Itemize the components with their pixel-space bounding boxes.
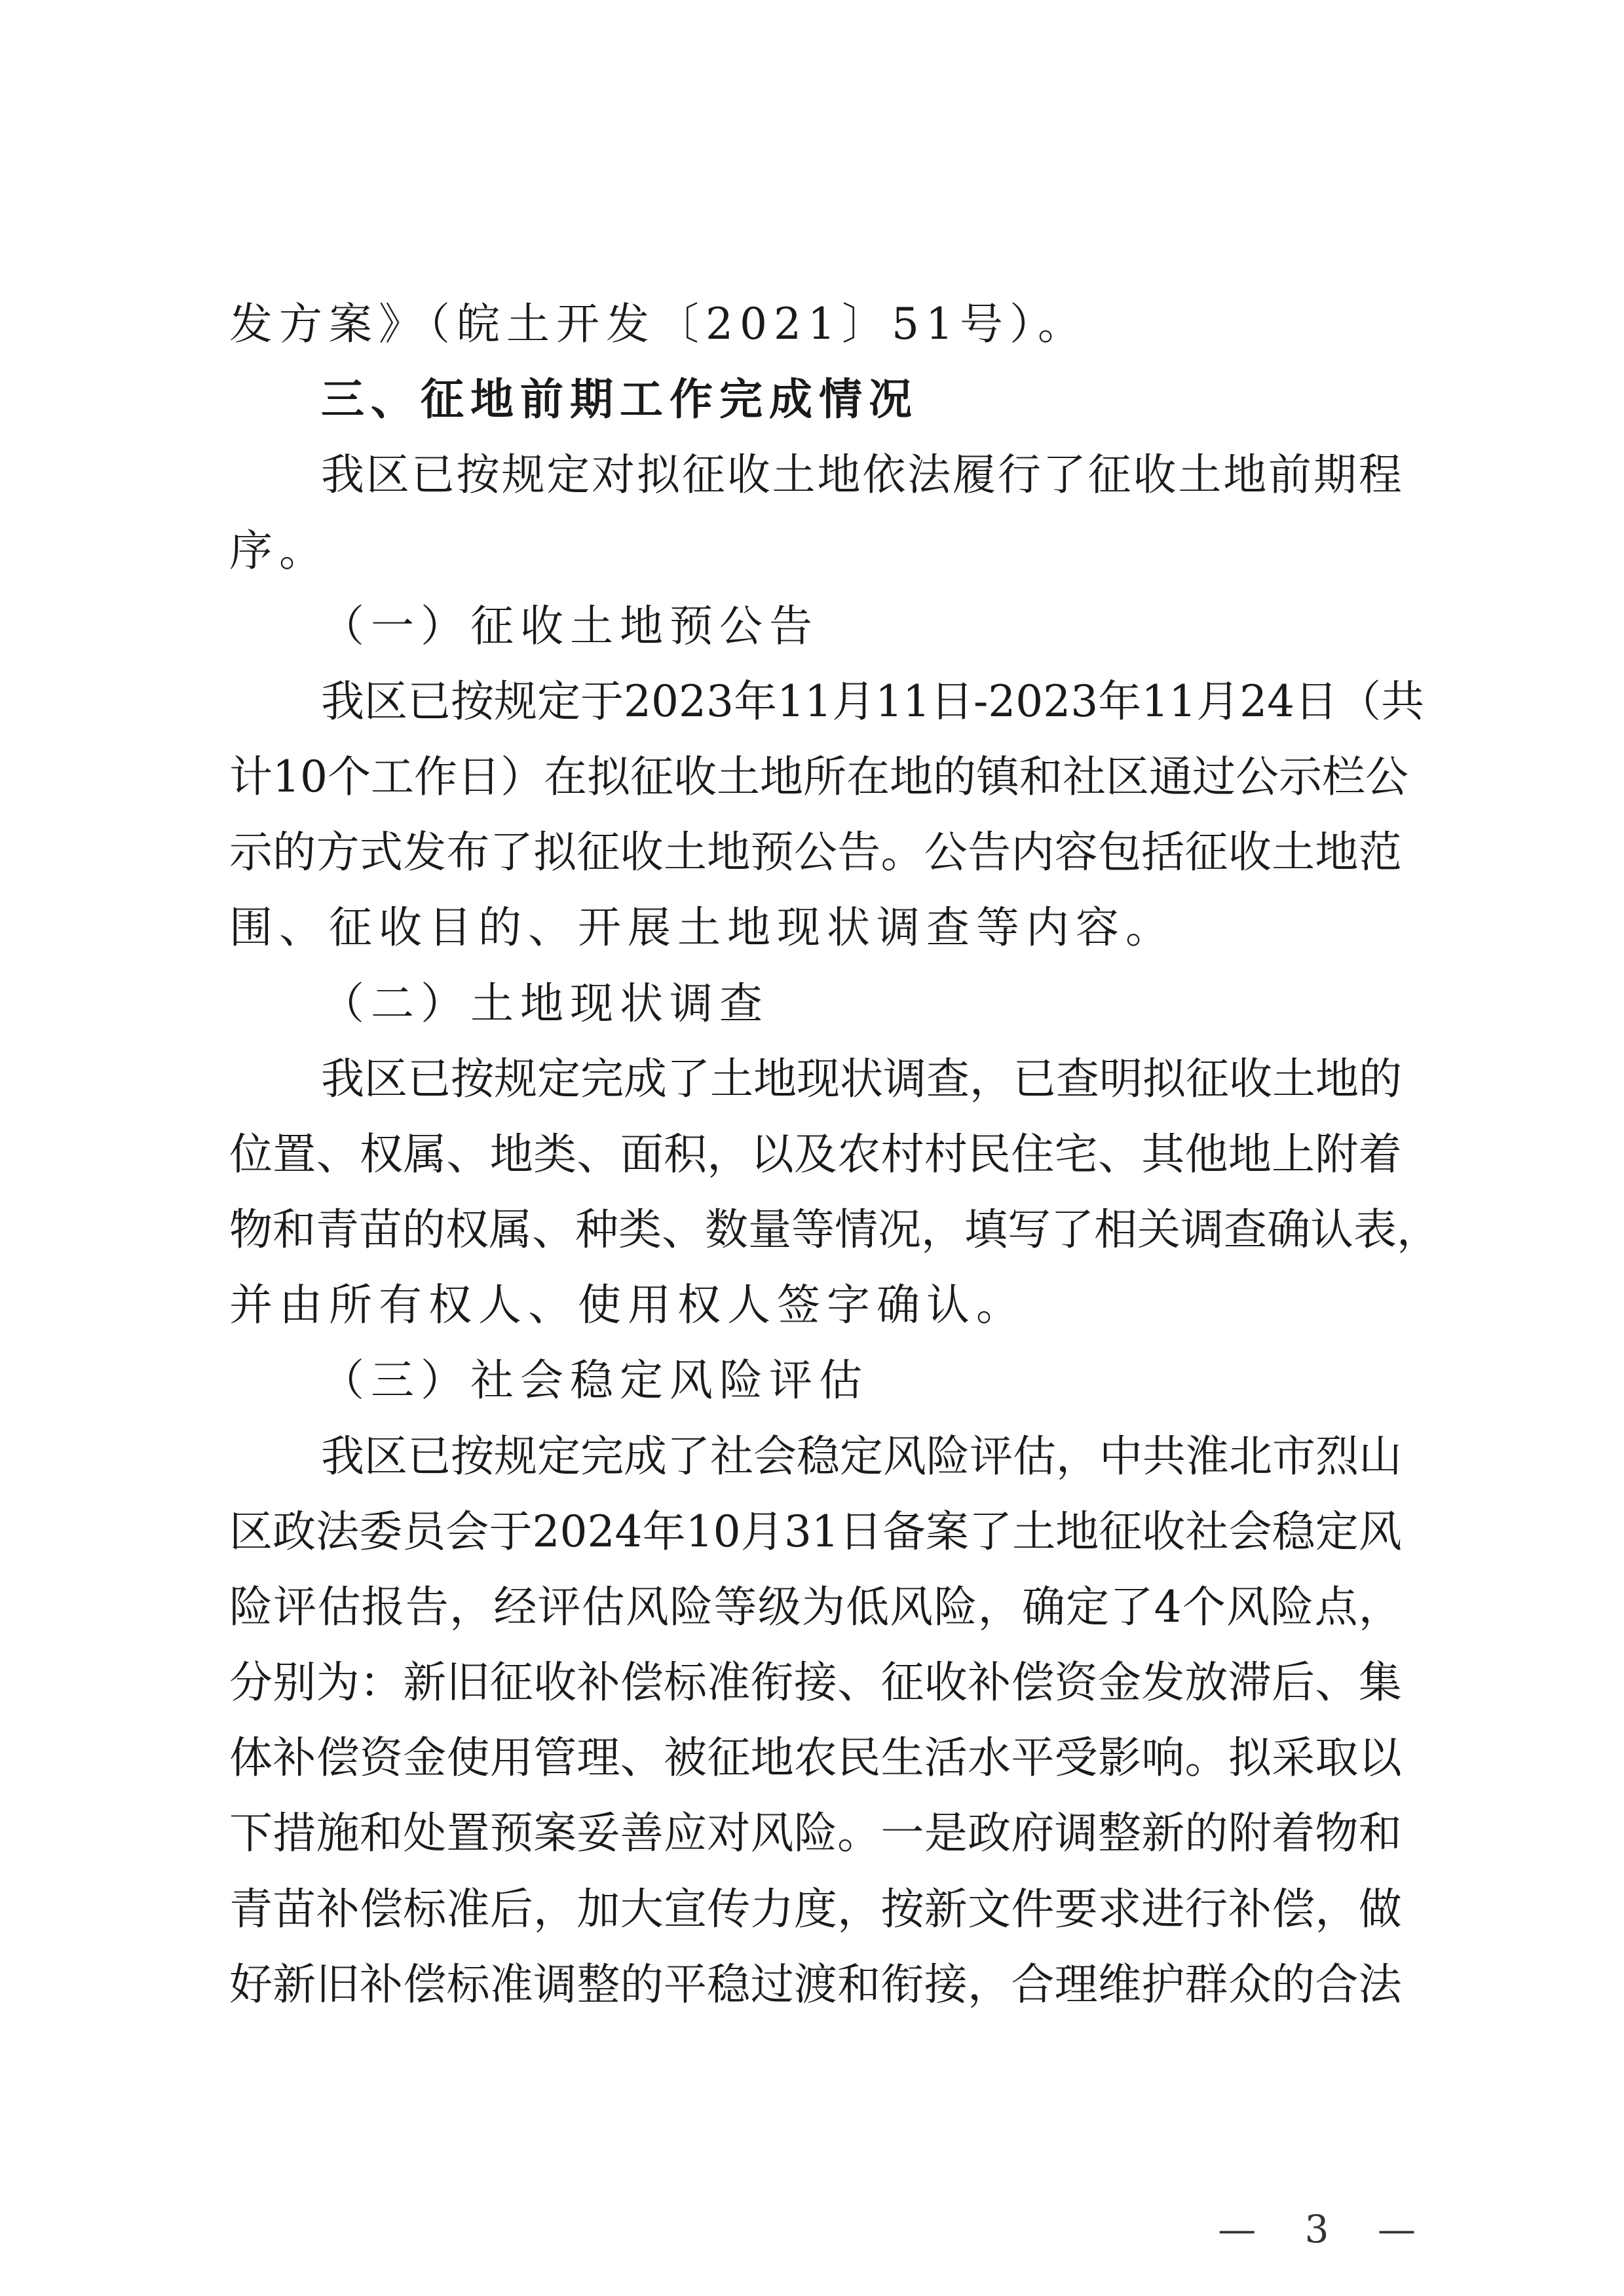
- text-line: （三）社会稳定风险评估: [321, 1355, 869, 1406]
- text-line: 序。: [229, 526, 329, 576]
- text-line: 我 区 已 按 规 定 完 成 了 土 地 现 状 调 查 ， 已 查 明 拟 征 收 土 地 的: [321, 1054, 1402, 1104]
- text-line: 好 新 旧 补 偿 标 准 调 整 的 平 稳 过 渡 和 衔 接 ， 合 理 维 护 群 众 的 合 法: [229, 1959, 1402, 2010]
- text-line: 位 置 、 权 属 、 地 类 、 面 积 ， 以 及 农 村 村 民 住 宅 、 其 他 地 上 附 着: [229, 1129, 1402, 1179]
- text-line: 物 和 青 苗 的 权 属 、 种 类 、 数 量 等 情 况 ， 填 写 了 相 关 调 查 确 认 表 ，: [229, 1204, 1440, 1255]
- text-line: 发方案》（皖土开发〔2021〕51号）。: [229, 299, 1087, 349]
- section-heading: 三、征地前期工作完成情况: [321, 374, 918, 425]
- text-line: 围、征收目的、开展土地现状调查等内容。: [229, 902, 1175, 953]
- text-line: 计 10 个 工 作 日 ） 在 拟 征 收 土 地 所 在 地 的 镇 和 社 区 通 过 公 示 栏 公: [229, 752, 1408, 802]
- text-line: （二）土地现状调查: [321, 978, 769, 1029]
- text-line: 我 区 已 按 规 定 于 2023 年 11 月 11 日 -2023 年 11 月 24 日 （ 共: [321, 676, 1425, 727]
- text-line: 我 区 已 按 规 定 对 拟 征 收 土 地 依 法 履 行 了 征 收 土 地 前 期 程: [321, 450, 1402, 500]
- text-line: （一）征收土地预公告: [321, 601, 819, 651]
- text-line: 区 政 法 委 员 会 于 2024 年 10 月 31 日 备 案 了 土 地 征 收 社 会 稳 定 风: [229, 1506, 1402, 1557]
- page-number: — 3 —: [1218, 2207, 1434, 2251]
- text-line: 险 评 估 报 告 ， 经 评 估 风 险 等 级 为 低 风 险 ， 确 定 了 4 个 风 险 点 ，: [229, 1582, 1402, 1632]
- text-line: 并由所有权人、使用权人签字确认。: [229, 1280, 1026, 1330]
- text-line: 下 措 施 和 处 置 预 案 妥 善 应 对 风 险 。 一 是 政 府 调 整 新 的 附 着 物 和: [229, 1808, 1402, 1858]
- text-line: 青 苗 补 偿 标 准 后 ， 加 大 宣 传 力 度 ， 按 新 文 件 要 求 进 行 补 偿 ， 做: [229, 1884, 1402, 1934]
- text-line: 体 补 偿 资 金 使 用 管 理 、 被 征 地 农 民 生 活 水 平 受 影 响 。 拟 采 取 以: [229, 1732, 1402, 1783]
- text-line: 示 的 方 式 发 布 了 拟 征 收 土 地 预 公 告 。 公 告 内 容 包 括 征 收 土 地 范: [229, 827, 1402, 877]
- text-line: 我 区 已 按 规 定 完 成 了 社 会 稳 定 风 险 评 估 ， 中 共 淮 北 市 烈 山: [321, 1431, 1402, 1482]
- text-line: 分 别 为 ： 新 旧 征 收 补 偿 标 准 衔 接 、 征 收 补 偿 资 金 发 放 滞 后 、 集: [229, 1657, 1402, 1708]
